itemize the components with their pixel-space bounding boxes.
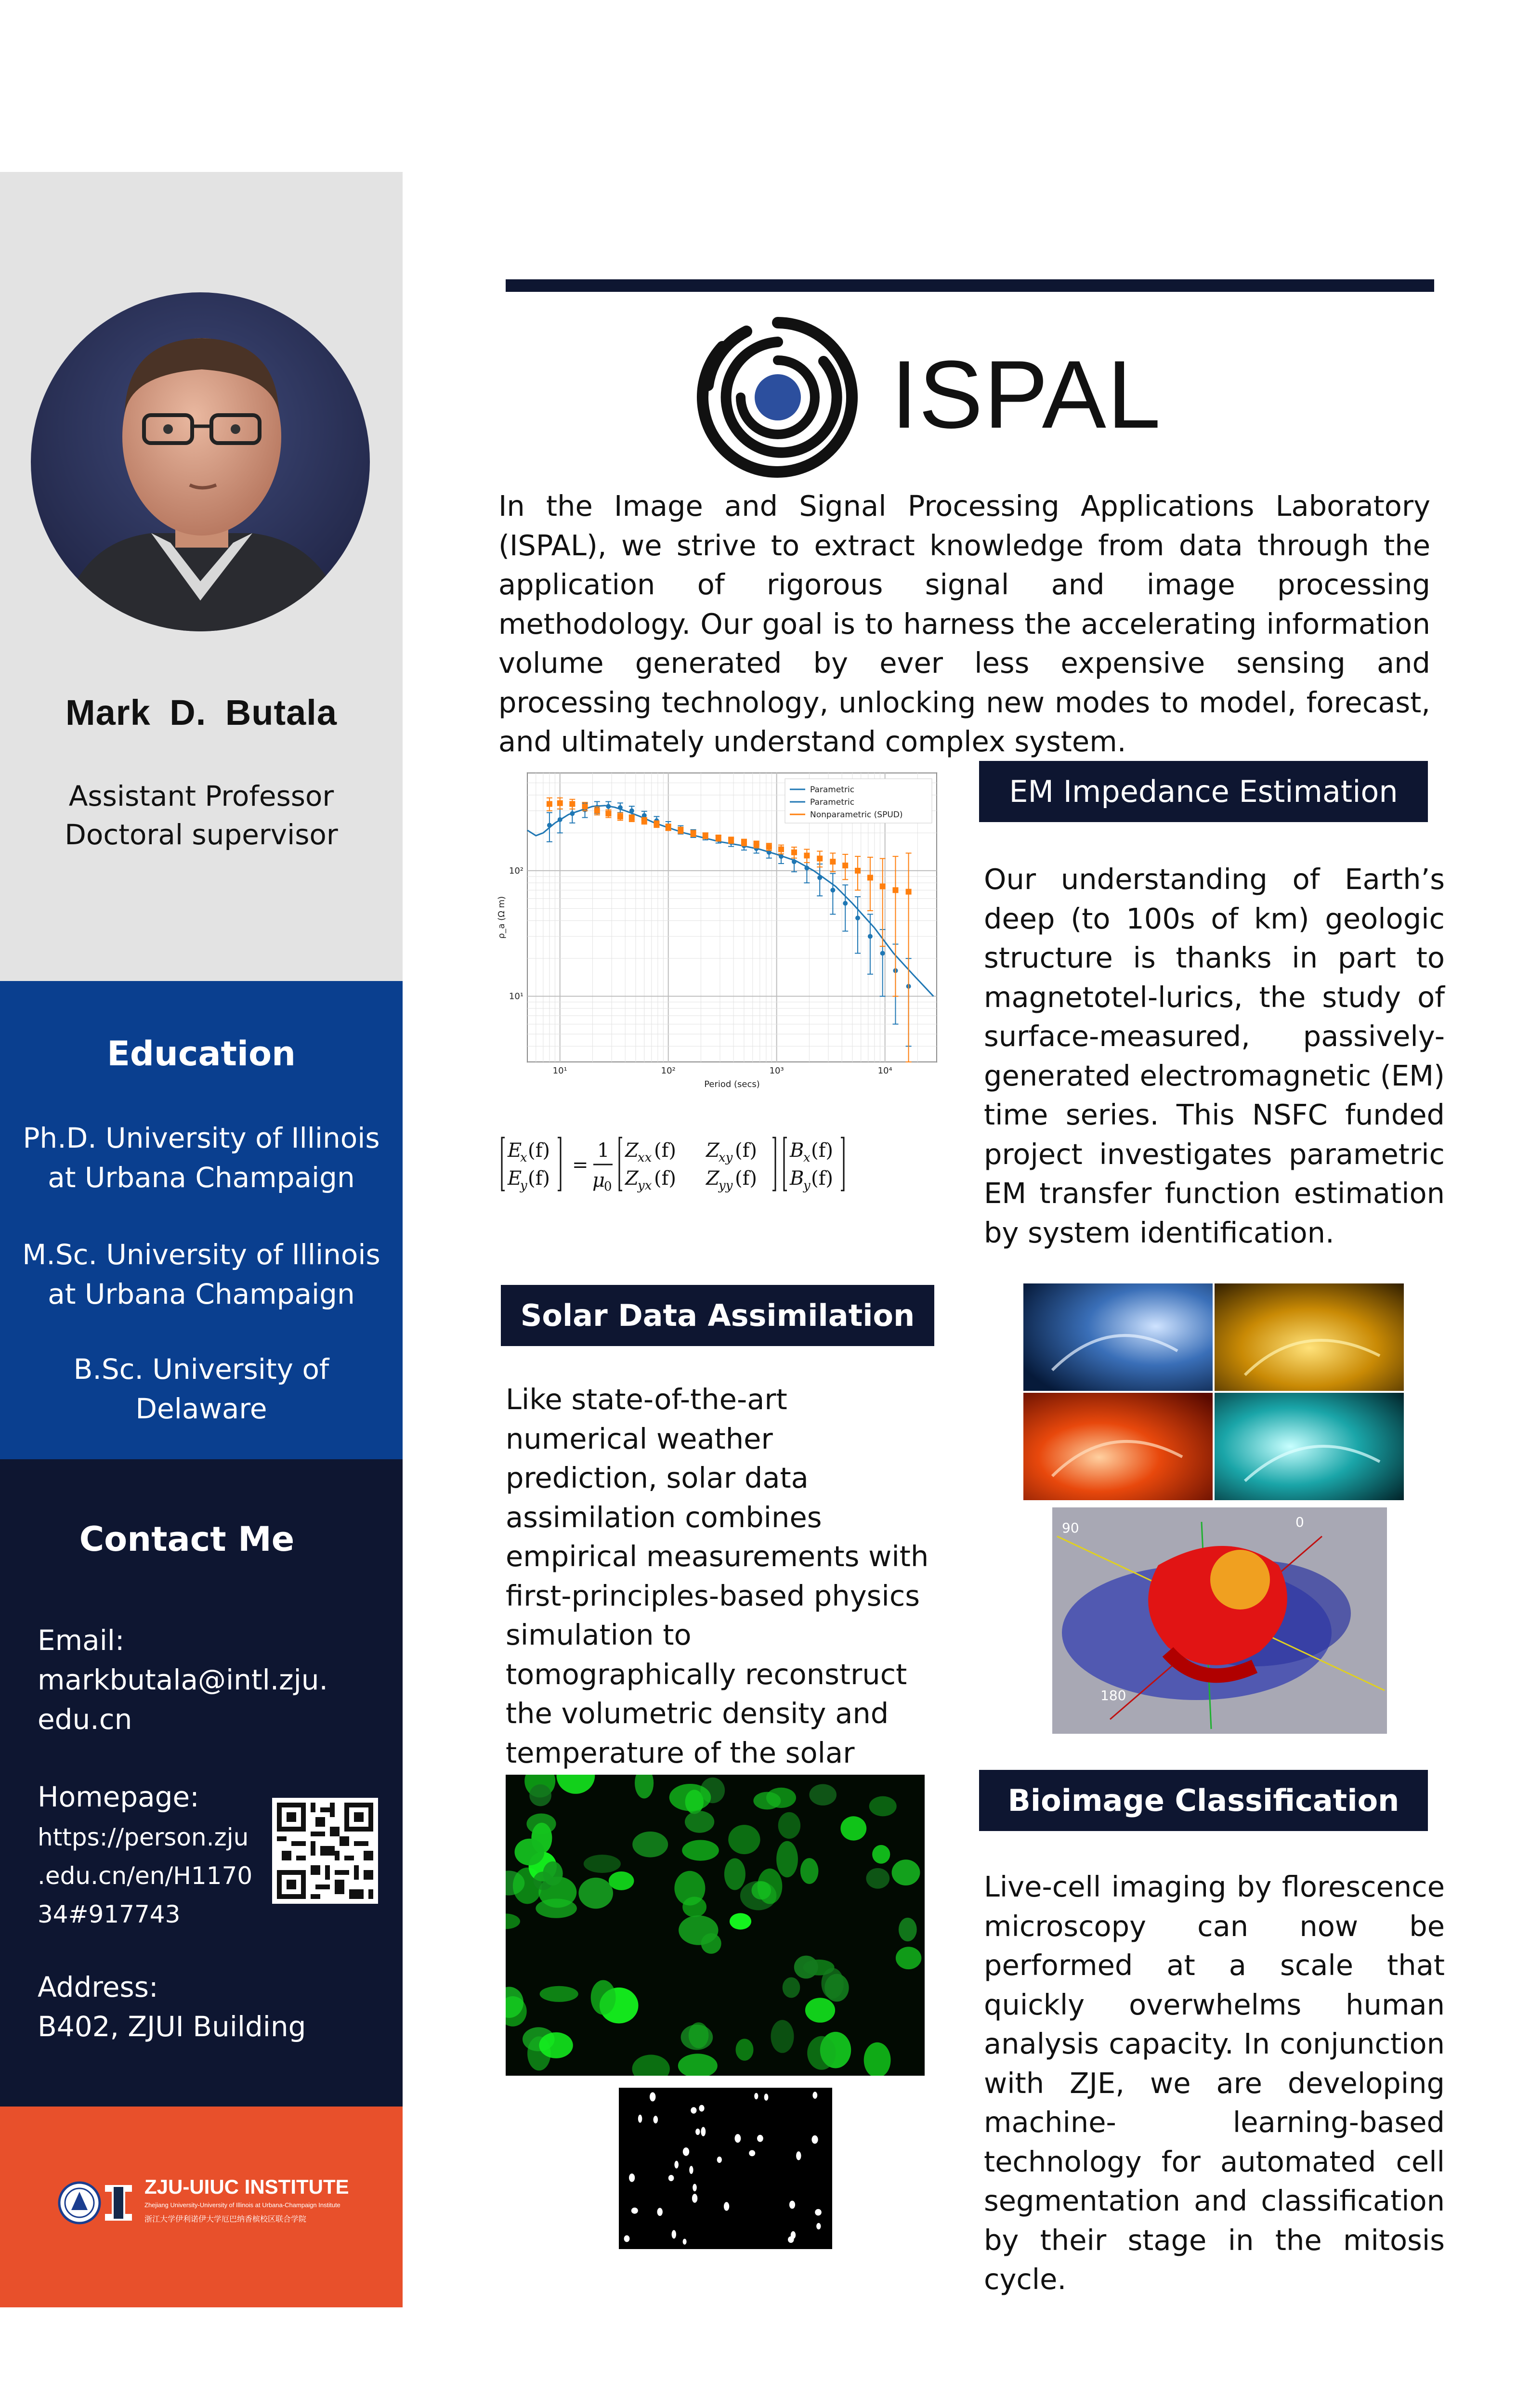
cell-nucleus <box>869 1796 897 1817</box>
eq-bx-arg: (f) <box>811 1139 834 1162</box>
data-point <box>716 835 721 841</box>
x-tick-label: 10² <box>661 1066 676 1076</box>
eq-ey-sub: y <box>520 1178 527 1193</box>
data-point <box>766 844 772 850</box>
segmented-cell <box>749 2150 755 2157</box>
data-point <box>558 817 562 822</box>
segmented-cell <box>691 2107 696 2113</box>
cell-nucleus <box>866 1868 889 1889</box>
eq-zxx-sub: xx <box>638 1151 652 1165</box>
data-point <box>569 801 575 807</box>
eq-by-arg: (f) <box>811 1167 834 1190</box>
corona-reconstruction-3d <box>1052 1507 1387 1734</box>
eq-by: B <box>790 1167 804 1190</box>
homepage-link[interactable] <box>38 1818 259 1934</box>
data-point <box>618 805 623 810</box>
address-value: B402, ZJUI Building <box>38 2010 306 2043</box>
segmented-cell <box>796 2151 801 2160</box>
segmented-cell <box>724 2202 729 2211</box>
segmented-cell <box>811 2135 818 2144</box>
segmented-cell <box>631 2208 638 2214</box>
eq-ex: E <box>508 1139 522 1162</box>
education-item <box>19 1118 383 1197</box>
email-link[interactable] <box>38 1660 375 1739</box>
data-point <box>792 859 797 864</box>
data-point <box>867 875 873 880</box>
segmented-cell <box>672 2230 676 2239</box>
eq-zxy-arg: (f) <box>735 1139 758 1162</box>
eq-equals: = <box>572 1154 588 1176</box>
bio-section-text: Live-cell imaging by florescence microscopy can now be performed at a scale that quickly overwhelms human analysis capacity. In conjunction with ZJE, we are developing machine- learning-based technology for automated cell segmentation and classification by their stage in the mitosis cycle. <box>984 1870 1445 2296</box>
eq-ey: E <box>508 1167 522 1190</box>
fluorescence-microscopy-image <box>506 1775 925 2076</box>
segmented-cell <box>815 2209 822 2216</box>
eq-ex-arg: (f) <box>528 1139 550 1162</box>
person-name: Mark D. Butala <box>65 693 338 733</box>
segmented-cell <box>668 2175 674 2181</box>
cell-nucleus <box>674 1871 705 1906</box>
axis-label-180: 180 <box>1100 1688 1126 1703</box>
data-point <box>703 833 708 838</box>
education-item <box>19 1235 383 1314</box>
education-item-line: at Urbana Champaign <box>48 1161 355 1194</box>
segmented-cell <box>689 2166 693 2174</box>
cell-nucleus <box>892 1859 920 1885</box>
eq-by-sub: y <box>803 1178 811 1193</box>
zju-uiuc-logo <box>58 2172 347 2234</box>
data-point <box>804 865 809 870</box>
cell-nucleus <box>584 1855 621 1873</box>
education-item-line: Ph.D. University of Illinois <box>23 1122 380 1154</box>
segmented-cell <box>816 2223 821 2229</box>
transfer-function-equation <box>501 1127 949 1204</box>
cell-nucleus <box>632 1832 668 1858</box>
em-impedance-chart <box>486 761 949 1108</box>
segmented-cell <box>693 2184 697 2192</box>
data-point <box>570 811 575 816</box>
cell-nucleus <box>736 2039 754 2061</box>
legend-label: Parametric <box>810 785 855 795</box>
eq-zyx-sub: yx <box>638 1178 652 1193</box>
solar-section-heading: Solar Data Assimilation <box>501 1285 934 1346</box>
solar-observation-images <box>1023 1283 1404 1500</box>
homepage-label: Homepage: <box>38 1780 199 1813</box>
education-heading: Education <box>107 1034 296 1073</box>
institute-subtitle: Zhejiang University-University of Illinois at Urbana-Champaign Institute <box>144 2201 340 2209</box>
x-axis-label: Period (secs) <box>704 1079 760 1089</box>
cell-nucleus <box>758 1869 783 1904</box>
data-point <box>868 934 873 939</box>
eq-zxx-arg: (f) <box>654 1139 677 1162</box>
data-point <box>791 850 797 855</box>
profile-photo <box>31 292 370 631</box>
email-line[interactable]: edu.cn <box>38 1703 132 1736</box>
cell-nucleus <box>728 1825 760 1854</box>
job-title: Assistant Professor <box>68 780 334 812</box>
email-label: Email: <box>38 1624 125 1657</box>
segmented-cell <box>735 2134 741 2143</box>
eq-z: Z <box>625 1167 639 1190</box>
cell-nucleus <box>753 1792 781 1810</box>
contact-heading: Contact Me <box>79 1519 295 1559</box>
segmented-cell <box>717 2157 722 2163</box>
cell-nucleus <box>669 1784 711 1811</box>
eq-mu-sub: 0 <box>604 1179 612 1194</box>
homepage-line[interactable]: https://person.zju <box>38 1823 249 1851</box>
cell-nucleus <box>783 1977 800 1998</box>
data-point <box>666 824 671 830</box>
education-item-line: B.Sc. University of <box>73 1353 329 1386</box>
data-point <box>629 808 634 813</box>
data-point <box>728 838 734 843</box>
cell-nucleus <box>578 1878 613 1909</box>
solar-image-gold <box>1215 1283 1404 1391</box>
lab-intro: In the Image and Signal Processing Applications Laboratory (ISPAL), we strive to extract knowledge from data through the application of rigorous signal and image processing methodology. Our goal is to harness the accelerating information volume generated by ever less expensive sensing and processing technology, unlocking new modes to model, forecast, and ultimately understand complex system. <box>498 489 1430 758</box>
cell-nucleus <box>807 2036 836 2070</box>
cell-nucleus <box>778 1812 800 1839</box>
eq-z: Z <box>706 1167 719 1190</box>
education-item-line: Delaware <box>135 1392 267 1425</box>
cell-nucleus <box>822 1968 844 1999</box>
contact-panel <box>0 1459 403 2107</box>
eq-ex-sub: x <box>520 1151 527 1165</box>
segmented-cell <box>650 2092 655 2101</box>
cell-nucleus <box>515 1839 545 1865</box>
data-point <box>855 868 861 874</box>
segmented-cell <box>764 2094 769 2101</box>
data-point <box>842 863 848 868</box>
email-line[interactable]: markbutala@intl.zju. <box>38 1663 328 1696</box>
institute-footer <box>0 2107 403 2307</box>
data-point <box>843 901 848 906</box>
eq-zyy-sub: yy <box>719 1178 733 1193</box>
segmented-cell <box>789 2201 795 2209</box>
sidebar <box>0 172 403 2307</box>
cell-nucleus <box>794 1956 818 1979</box>
axis-label-90: 90 <box>1062 1520 1079 1536</box>
x-tick-label: 10⁴ <box>877 1066 892 1076</box>
data-point <box>547 823 552 828</box>
eq-bx-sub: x <box>803 1151 811 1165</box>
segmented-cell <box>683 2147 689 2156</box>
data-point <box>880 951 885 955</box>
x-tick-label: 10³ <box>769 1066 784 1076</box>
eq-zyy-arg: (f) <box>735 1167 758 1190</box>
segmented-cell <box>695 2129 700 2135</box>
segmentation-mask-image <box>619 2088 832 2249</box>
data-point <box>678 827 683 833</box>
solar-section-text: Like state-of-the-art numerical weather prediction, solar data assimilation combines empirical measurements with first-principles-based physics simulation to tomographically reconstruct the volumetric density and temperature of the solar <box>506 1383 929 1769</box>
education-item-line: M.Sc. University of Illinois <box>22 1238 380 1271</box>
data-point <box>594 808 600 813</box>
data-point <box>741 839 747 845</box>
cell-nucleus <box>591 1980 616 2015</box>
cell-nucleus <box>724 1858 745 1890</box>
data-point <box>582 803 588 809</box>
cell-nucleus <box>679 1915 718 1945</box>
data-point <box>880 883 886 889</box>
eq-bx: B <box>790 1139 804 1162</box>
data-point <box>778 847 784 852</box>
segmented-cell <box>657 2208 663 2216</box>
data-point <box>906 889 912 895</box>
data-point <box>830 859 836 864</box>
x-tick-label: 10¹ <box>552 1066 567 1076</box>
data-point <box>606 804 611 809</box>
eq-zxy-sub: xy <box>719 1151 733 1165</box>
cell-nucleus <box>771 2020 794 2053</box>
data-point <box>691 831 696 837</box>
cell-nucleus <box>840 1816 866 1840</box>
cell-nucleus <box>529 1784 551 1806</box>
data-point <box>817 856 823 862</box>
data-point <box>605 811 611 816</box>
eq-zyx-arg: (f) <box>654 1167 677 1190</box>
segmented-cell <box>812 2092 817 2099</box>
data-point <box>754 841 759 847</box>
cell-nucleus <box>609 1871 634 1890</box>
cell-nucleus <box>506 1913 520 1929</box>
cell-nucleus <box>682 1840 719 1861</box>
eq-z: Z <box>625 1139 639 1162</box>
cell-nucleus <box>776 1841 798 1877</box>
homepage-line[interactable]: .edu.cn/en/H1170 <box>38 1862 253 1890</box>
segmented-cell <box>674 2161 679 2169</box>
data-point <box>654 821 659 827</box>
cell-nucleus <box>809 1784 837 1806</box>
cell-nucleus <box>800 1858 819 1884</box>
data-point <box>817 875 822 880</box>
cell-nucleus <box>543 1861 562 1885</box>
data-point <box>641 818 647 824</box>
cell-nucleus <box>685 1811 714 1833</box>
segmented-cell <box>629 2173 635 2182</box>
education-item-line: at Urbana Champaign <box>48 1278 355 1310</box>
chart-svg <box>486 761 949 1108</box>
segmented-cell <box>638 2115 642 2123</box>
chart-legend <box>785 779 932 823</box>
segmented-cell <box>683 2239 687 2245</box>
legend-label: Parametric <box>810 798 855 807</box>
cell-nucleus <box>635 1775 654 1799</box>
data-point <box>779 854 784 859</box>
data-point <box>617 813 623 819</box>
segmented-cell <box>701 2127 706 2136</box>
cell-nucleus <box>540 1986 578 2002</box>
data-point <box>855 916 860 920</box>
axis-label-0: 0 <box>1295 1514 1304 1530</box>
legend-label: Nonparametric (SPUD) <box>810 810 903 820</box>
segmented-cell <box>757 2135 763 2142</box>
em-section-heading: EM Impedance Estimation <box>979 761 1428 822</box>
em-section-text: Our understanding of Earth’s deep (to 100s of km) geologic structure is thanks in part to magnetotel-lurics, the study of surface-measured, passively-generated electromagnetic (EM) time series. This NSFC funded project investigates parametric EM transfer function estimation by system identification. <box>984 863 1445 1249</box>
data-point <box>547 801 552 807</box>
segmented-cell <box>624 2235 630 2242</box>
address-label: Address: <box>38 1971 158 2003</box>
segmented-cell <box>699 2105 704 2112</box>
header-rule <box>506 279 1434 292</box>
y-tick-label: 10² <box>509 865 523 876</box>
institute-chinese-name: 浙江大学伊利诺伊大学厄巴纳香槟校区联合学院 <box>144 2214 307 2224</box>
education-item <box>19 1349 383 1428</box>
y-axis-label: ρ_a (Ω m) <box>497 896 507 939</box>
cell-nucleus <box>872 1845 890 1864</box>
eq-z: Z <box>706 1139 719 1162</box>
lab-name: ISPAL <box>891 341 1162 448</box>
data-point <box>629 815 635 821</box>
education-panel <box>0 981 403 1459</box>
cell-nucleus <box>539 2032 573 2058</box>
cell-nucleus <box>805 1998 835 2023</box>
segmented-cell <box>654 2116 658 2123</box>
cell-nucleus <box>864 2042 891 2076</box>
cell-nucleus <box>506 1996 527 2027</box>
solar-image-red <box>1023 1393 1213 1500</box>
data-point <box>804 852 810 858</box>
eq-one: 1 <box>597 1139 610 1162</box>
y-tick-label: 10¹ <box>509 991 523 1002</box>
profile-panel <box>0 172 403 981</box>
cell-nucleus <box>899 1918 917 1941</box>
cell-nucleus <box>557 1775 595 1794</box>
bio-section-heading: Bioimage Classification <box>979 1770 1428 1831</box>
data-point <box>557 800 563 806</box>
cell-nucleus <box>632 2055 670 2076</box>
segmented-cell <box>791 2231 796 2239</box>
eq-ey-arg: (f) <box>528 1167 550 1190</box>
cell-nucleus <box>896 1947 921 1969</box>
homepage-line[interactable]: 34#917743 <box>38 1900 181 1928</box>
cell-nucleus <box>730 1913 751 1929</box>
eq-mu: μ <box>592 1169 605 1191</box>
data-point <box>830 888 835 892</box>
cell-nucleus <box>689 2022 709 2048</box>
segmented-cell <box>692 2194 697 2203</box>
supervisor-title: Doctoral supervisor <box>65 818 338 851</box>
segmented-cell <box>754 2093 758 2099</box>
ispal-logo-icon <box>693 313 862 482</box>
cell-nucleus <box>678 2054 718 2076</box>
qr-code-icon <box>272 1797 378 1904</box>
data-point <box>892 887 898 893</box>
institute-name: ZJU-UIUC INSTITUTE <box>144 2175 349 2198</box>
